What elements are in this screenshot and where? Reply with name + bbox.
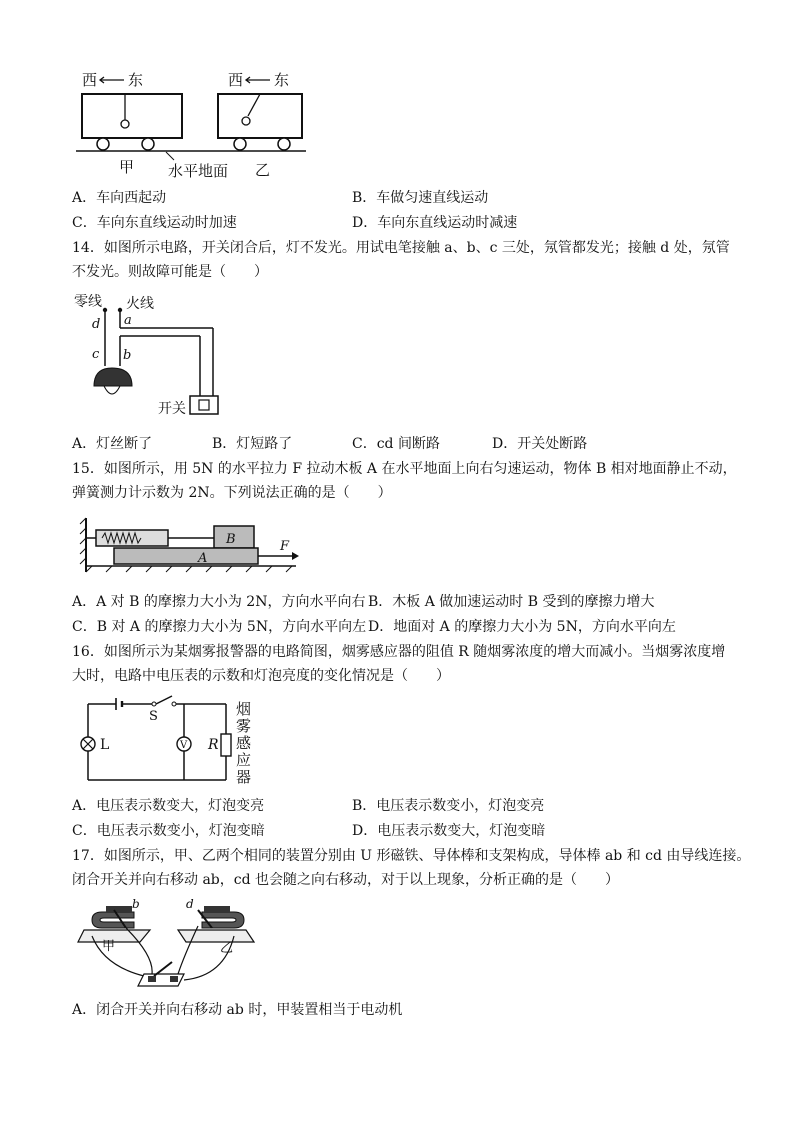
q15-figure xyxy=(78,514,303,576)
q14-option-c[interactable]: C．cd 间断路 xyxy=(352,436,440,452)
q15-stem-line1: 15．如图所示，用 5N 的水平拉力 F 拉动木板 A 在水平地面上向右匀速运动，物体 B 相对地面静止不动， xyxy=(72,461,737,477)
q17-label-jia: 甲 xyxy=(102,939,116,954)
q13-dir-west-left: 西 xyxy=(82,71,98,89)
q15-option-b[interactable]: B．木板 A 做加速运动时 B 受到的摩擦力增大 xyxy=(368,594,655,610)
q16-sensor-char-3: 感 xyxy=(236,734,252,752)
q15-label-f: F xyxy=(280,539,290,554)
q13-option-c[interactable]: C．车向东直线运动时加速 xyxy=(72,215,237,231)
q14-point-d: d xyxy=(92,317,101,332)
q13-option-a[interactable]: A．车向西起动 xyxy=(72,190,167,206)
q14-option-d[interactable]: D．开关处断路 xyxy=(492,436,588,452)
q16-figure xyxy=(76,694,266,790)
q15-stem-line2: 弹簧测力计示数为 2N。下列说法正确的是（ ） xyxy=(72,485,392,501)
q17-option-a[interactable]: A．闭合开关并向右移动 ab 时，甲装置相当于电动机 xyxy=(72,1002,403,1018)
q15-label-b: B xyxy=(226,532,236,547)
magnet-yi xyxy=(202,912,244,928)
q14-option-a[interactable]: A．灯丝断了 xyxy=(72,436,153,452)
q14-switch-label: 开关 xyxy=(158,401,186,417)
car-jia xyxy=(82,94,182,138)
q16-option-c[interactable]: C．电压表示数变小，灯泡变暗 xyxy=(72,823,265,839)
q16-voltmeter-label: V xyxy=(180,740,188,751)
q13-dir-east-left: 东 xyxy=(128,71,144,89)
resistor-symbol xyxy=(221,734,231,756)
q16-option-d[interactable]: D．电压表示数变大，灯泡变暗 xyxy=(352,823,546,839)
q17-point-b: b xyxy=(132,897,140,911)
lamp-bulb xyxy=(104,386,120,394)
q13-label-jia: 甲 xyxy=(119,158,135,176)
q14-point-a: a xyxy=(124,313,132,328)
board-a xyxy=(114,548,258,564)
magnet-jia xyxy=(92,912,134,928)
q16-option-a[interactable]: A．电压表示数变大，灯泡变亮 xyxy=(72,798,265,814)
q15-label-a: A xyxy=(198,551,208,566)
q16-switch-label: S xyxy=(149,709,158,724)
q16-resistor-label: R xyxy=(208,737,219,753)
lamp-shade xyxy=(94,368,132,386)
q13-dir-east-right: 东 xyxy=(274,71,290,89)
base-yi xyxy=(178,930,254,942)
q14-figure xyxy=(70,288,230,423)
q17-stem-line1: 17．如图所示，甲、乙两个相同的装置分别由 U 形磁铁、导体棒和支架构成，导体棒 ab 和 cd 由导线连接。 xyxy=(72,848,751,864)
q16-lamp-label: L xyxy=(100,737,110,753)
q14-point-b: b xyxy=(123,348,132,363)
q16-stem-line1: 16．如图所示为某烟雾报警器的电路简图，烟雾感应器的阻值 R 随烟雾浓度的增大而减小。当烟雾浓度增 xyxy=(72,644,726,660)
q17-figure xyxy=(74,896,259,991)
q17-stem-line2: 闭合开关并向右移动 ab，cd 也会随之向右移动，对于以上现象，分析正确的是（ ） xyxy=(72,872,620,888)
car-yi xyxy=(218,94,302,138)
q13-option-d[interactable]: D．车向东直线运动时减速 xyxy=(352,215,518,231)
q15-option-c[interactable]: C．B 对 A 的摩擦力大小为 5N，方向水平向左 xyxy=(72,619,367,635)
q13-figure xyxy=(70,68,310,183)
q16-sensor-char-2: 雾 xyxy=(236,717,252,735)
q14-stem-line1: 14．如图所示电路，开关闭合后，灯不发光。用试电笔接触 a、b、c 三处，氖管都发光；接触 d 处，氖管 xyxy=(72,240,730,256)
q17-point-d: d xyxy=(186,897,194,911)
q14-option-b[interactable]: B．灯短路了 xyxy=(212,436,293,452)
q16-sensor-char-4: 应 xyxy=(236,751,252,769)
q16-sensor-char-5: 器 xyxy=(236,768,252,786)
q13-label-yi: 乙 xyxy=(255,161,271,179)
q16-sensor-char-1: 烟 xyxy=(236,700,252,718)
q13-option-b[interactable]: B．车做匀速直线运动 xyxy=(352,190,489,206)
q15-option-a[interactable]: A．A 对 B 的摩擦力大小为 2N，方向水平向右 xyxy=(72,594,366,610)
q17-label-yi: 乙 xyxy=(220,941,234,956)
q13-ground-label: 水平地面 xyxy=(168,162,229,180)
q14-stem-line2: 不发光。则故障可能是（ ） xyxy=(72,264,268,280)
q16-stem-line2: 大时，电路中电压表的示数和灯泡亮度的变化情况是（ ） xyxy=(72,668,450,684)
q14-neutral-label: 零线 xyxy=(74,294,102,310)
q15-option-d[interactable]: D．地面对 A 的摩擦力大小为 5N，方向水平向左 xyxy=(368,619,676,635)
q13-dir-west-right: 西 xyxy=(228,71,244,89)
q14-point-c: c xyxy=(92,347,100,362)
q16-option-b[interactable]: B．电压表示数变小，灯泡变亮 xyxy=(352,798,545,814)
q14-live-label: 火线 xyxy=(126,296,154,312)
